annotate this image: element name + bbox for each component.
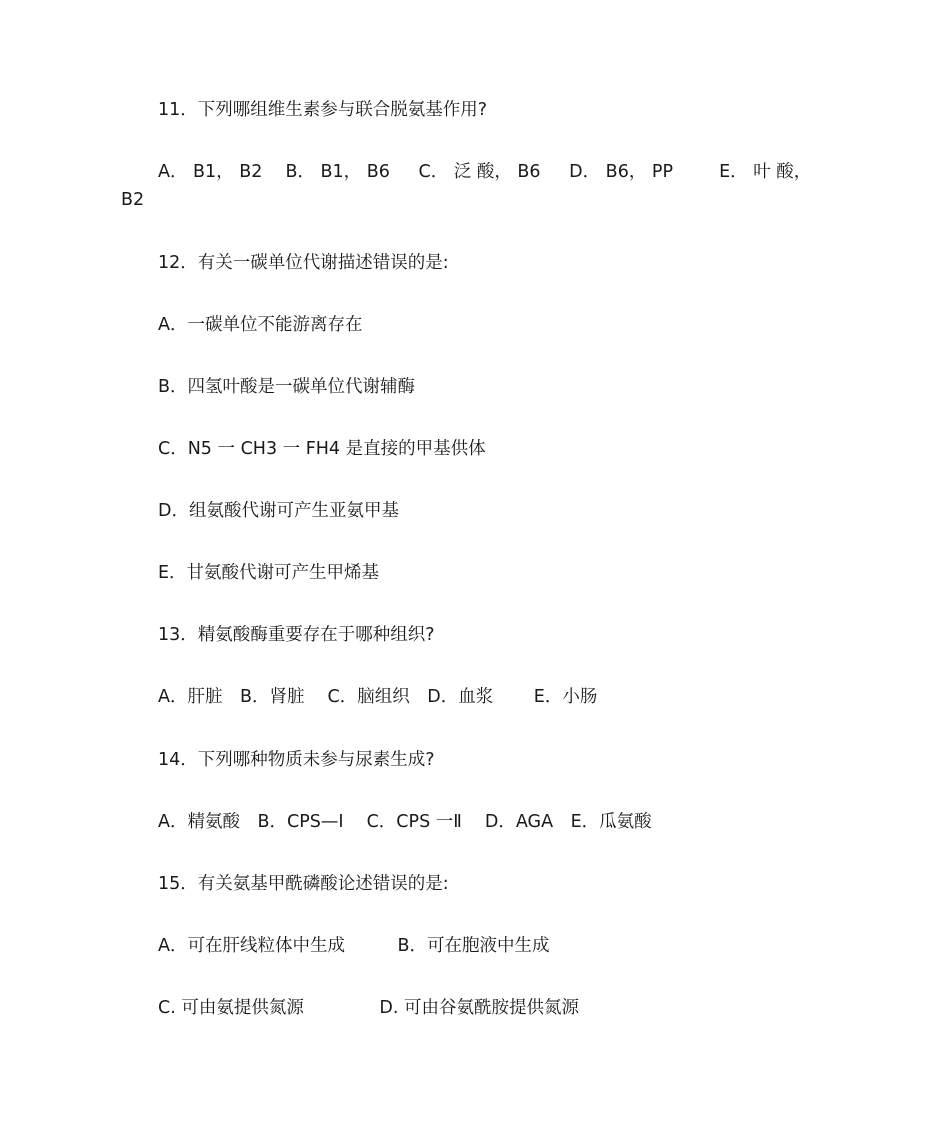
question-12-option-b: B．四氢叶酸是一碳单位代谢辅酶 (158, 377, 416, 397)
question-11-options-continued: B2 (121, 190, 145, 210)
question-13-stem: 13．精氨酸酶重要存在于哪种组织? (158, 625, 435, 645)
question-12-option-e: E．甘氨酸代谢可产生甲烯基 (158, 563, 380, 583)
question-14-stem: 14．下列哪种物质未参与尿素生成? (158, 750, 435, 770)
question-12-option-d: D．组氨酸代谢可产生亚氨甲基 (158, 501, 399, 521)
question-11-stem: 11．下列哪组维生素参与联合脱氨基作用? (158, 100, 488, 120)
question-13-options: A．肝脏 B．肾脏 C．脑组织 D．血浆 E．小肠 (158, 687, 598, 707)
question-15-options-ab: A．可在肝线粒体中生成 B．可在胞液中生成 (158, 936, 550, 956)
question-14-options: A．精氨酸 B．CPS—I C．CPS 一Ⅱ D．AGA E．瓜氨酸 (158, 812, 652, 832)
question-12-option-c: C．N5 一 CH3 一 FH4 是直接的甲基供体 (158, 439, 486, 459)
question-12-stem: 12．有关一碳单位代谢描述错误的是: (158, 253, 449, 273)
question-15-stem: 15．有关氨基甲酰磷酸论述错误的是: (158, 874, 449, 894)
question-12-option-a: A．一碳单位不能游离存在 (158, 315, 363, 335)
question-11-options: A． B1， B2 B． B1， B6 C． 泛 酸， B6 D． B6， PP E． 叶 酸， (158, 162, 812, 182)
question-15-options-cd: C. 可由氨提供氮源 D. 可由谷氨酰胺提供氮源 (158, 998, 580, 1018)
